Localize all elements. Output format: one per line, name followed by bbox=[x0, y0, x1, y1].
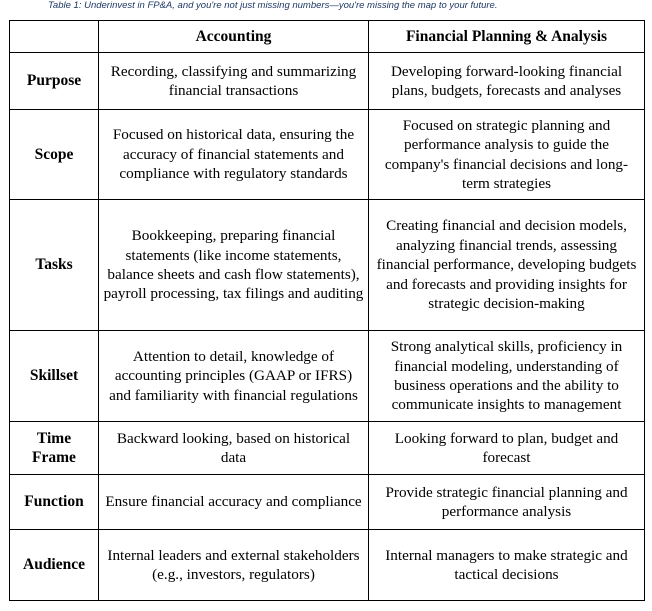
header-fpa: Financial Planning & Analysis bbox=[369, 21, 645, 53]
accounting-cell: Ensure financial accuracy and compliance bbox=[99, 475, 369, 530]
fpa-cell: Provide strategic financial planning and performance analysis bbox=[369, 475, 645, 530]
fpa-cell: Creating financial and decision models, analyzing financial trends, assessing financial performance, developing budgets and forecasts and providing insights for strategic decision-making bbox=[369, 200, 645, 331]
table-row bbox=[10, 53, 645, 110]
fpa-cell: Internal managers to make strategic and tactical decisions bbox=[369, 530, 645, 601]
fpa-cell: Looking forward to plan, budget and forecast bbox=[369, 422, 645, 475]
row-label: Audience bbox=[10, 530, 99, 601]
row-label: Function bbox=[10, 475, 99, 530]
comparison-table bbox=[9, 20, 645, 601]
accounting-cell: Internal leaders and external stakeholders (e.g., investors, regulators) bbox=[99, 530, 369, 601]
table-row bbox=[10, 422, 645, 475]
table-row bbox=[10, 110, 645, 200]
fpa-cell: Developing forward-looking financial plans, budgets, forecasts and analyses bbox=[369, 53, 645, 110]
row-label: Skillset bbox=[10, 331, 99, 422]
table-header-row bbox=[10, 21, 645, 53]
row-label: Time Frame bbox=[10, 422, 99, 475]
table-caption: Table 1: Underinvest in FP&A, and you're not just missing numbers—you're missing the map to your future. bbox=[48, 0, 498, 11]
accounting-cell: Attention to detail, knowledge of accounting principles (GAAP or IFRS) and familiarity with financial regulations bbox=[99, 331, 369, 422]
accounting-cell: Backward looking, based on historical data bbox=[99, 422, 369, 475]
header-blank-cell bbox=[10, 21, 99, 53]
accounting-cell: Bookkeeping, preparing financial statements (like income statements, balance sheets and cash flow statements), payroll processing, tax filings and auditing bbox=[99, 200, 369, 331]
accounting-cell: Recording, classifying and summarizing financial transactions bbox=[99, 53, 369, 110]
header-accounting: Accounting bbox=[99, 21, 369, 53]
row-label: Scope bbox=[10, 110, 99, 200]
table-row bbox=[10, 200, 645, 331]
fpa-cell: Strong analytical skills, proficiency in financial modeling, understanding of business operations and the ability to communicate insights to management bbox=[369, 331, 645, 422]
row-label: Tasks bbox=[10, 200, 99, 331]
row-label: Purpose bbox=[10, 53, 99, 110]
fpa-cell: Focused on strategic planning and performance analysis to guide the company's financial decisions and long-term strategies bbox=[369, 110, 645, 200]
table-row bbox=[10, 530, 645, 601]
table-row bbox=[10, 475, 645, 530]
table-row bbox=[10, 331, 645, 422]
accounting-cell: Focused on historical data, ensuring the accuracy of financial statements and compliance with regulatory standards bbox=[99, 110, 369, 200]
